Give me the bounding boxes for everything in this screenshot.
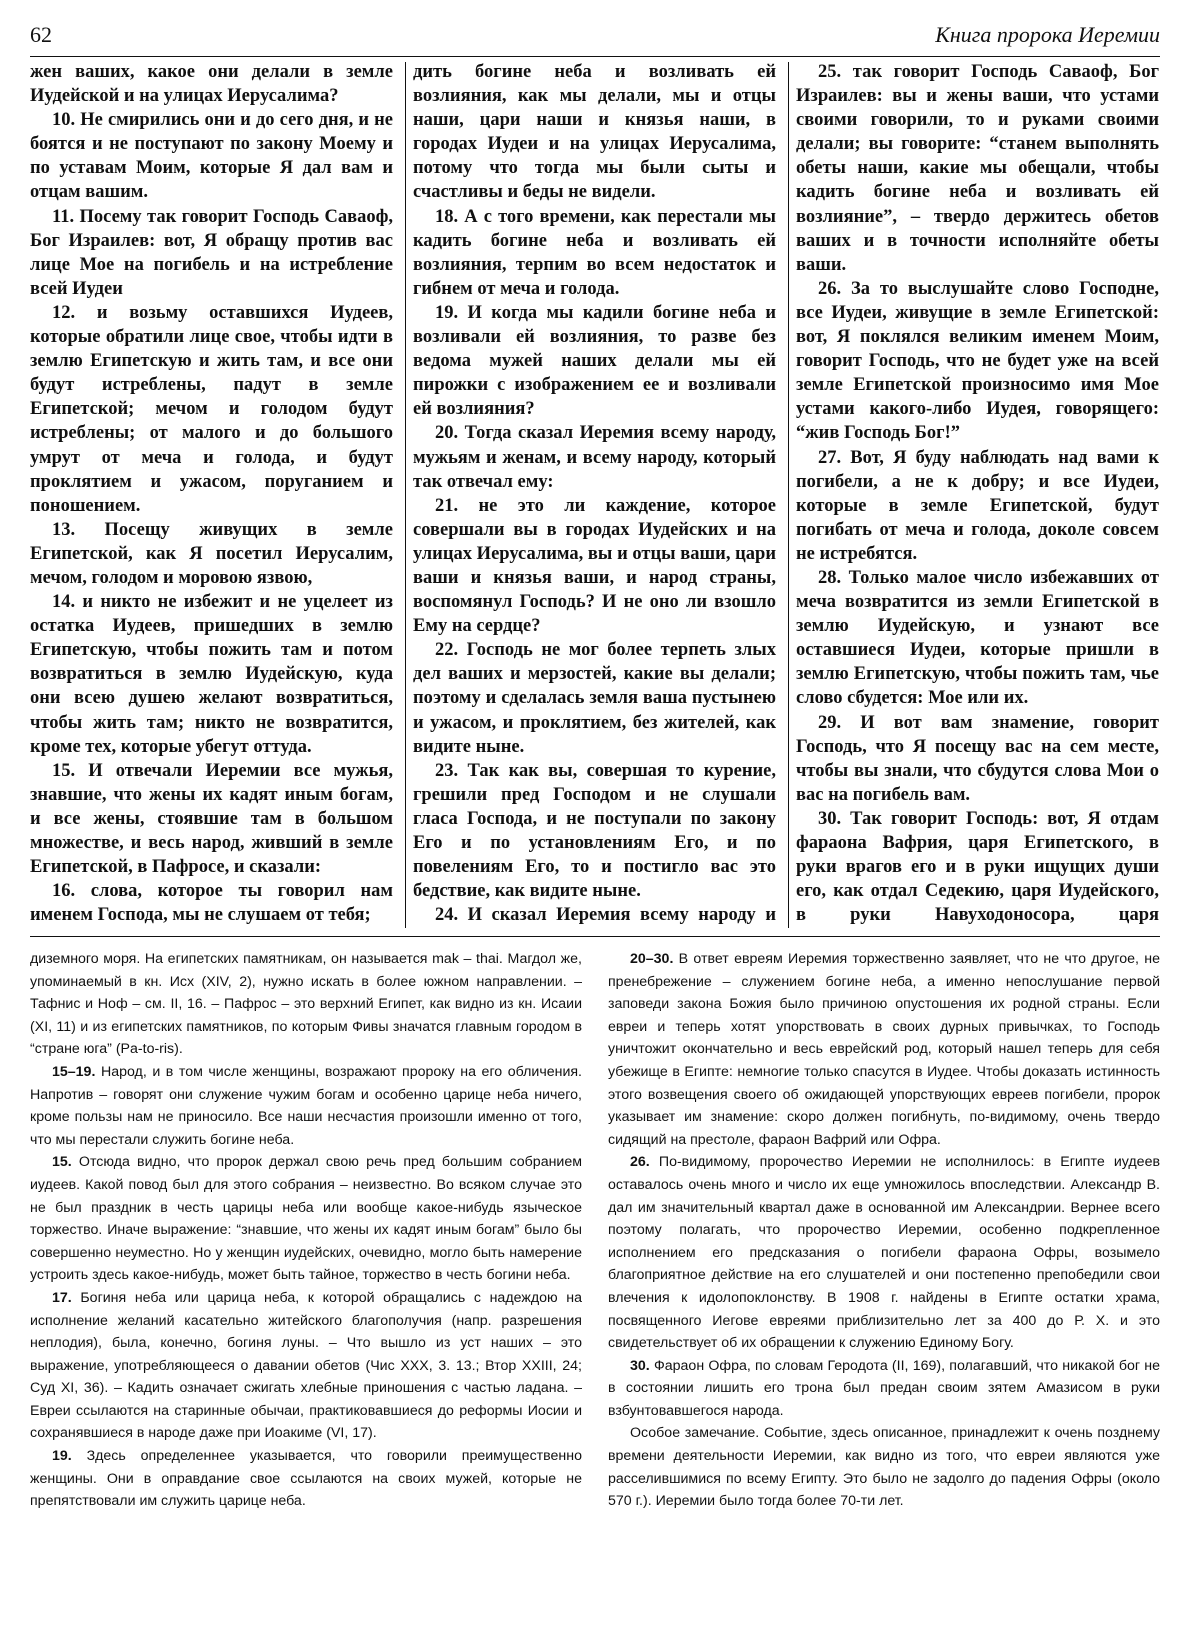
commentary-paragraph: диземного моря. На египетских памятникам, он называется mak – thai. Магдол же, упоминаемый в кн. Исх (XIV, 2), нужно искать в более южном направлении. – Тафнис и Ноф – см. II, 16. – Пафрос – это верхний Египет, как видно из кн. Исаии (XI, 11) и из египетских памятников, по которым Фивы значатся главным городом в “стране юга” (Pa-to-ris). [30, 951, 582, 1058]
commentary-column-left [30, 948, 582, 1618]
verse-paragraph: 30. Так говорит Господь: вот, Я отдам фараона Вафрия, царя Египетского, в руки врагов его и в руки ищущих души его, как отдал Седекию, царя Иудейского, в руки Навуходоносора, царя [796, 808, 1159, 926]
commentary-paragraph: 15–19. Народ, и в том числе женщины, возражают пророку на его обличения. Напротив – говорят они служение чужим богам и особенно царице неба ничего, кроме пользы нам не приносило. Все наши несчастия произошли именно от того, что мы перестали служить богине неба. [30, 1063, 582, 1148]
verse-reference: 17. [52, 1289, 72, 1306]
page-header [30, 22, 1160, 52]
commentary-paragraph: 17. Богиня неба или царица неба, к которой обращались с надеждою на исполнение желаний касательно житейского благополучия (напр. разрешения неплодия), была, конечно, богиня луны. – Что вышло из уст наших – это выражение, употребляющееся о давании обетов (Чис XXX, 3. 13.; Втор XXIII, 24; Суд XI, 36). – Кадить означает сжигать хлебные приношения с частью ладана. – Евреи ссылаются на старинные обычаи, практиковавшиеся до реформы Иосии и сохранявшиеся в народе даже при Иоакиме (VI, 17). [30, 1289, 582, 1442]
verse-paragraph: 23. Так как вы, совершая то курение, грешили пред Господом и не слушали гласа Господа, и не поступали по закону Его и по установлениям Его, и по повелениям Его, то и постигло вас это бедствие, как видите ныне. [413, 760, 776, 902]
verse-paragraph: 24. И сказал Иеремия всему народу и [435, 905, 776, 926]
text-column-1 [30, 60, 393, 930]
verse-paragraph: 11. Посему так говорит Господь Саваоф, Бог Израилев: вот, Я обращу против вас лице Мое на погибель и на истребление всей Иудеи [30, 206, 393, 299]
commentary-paragraph: 15. Отсюда видно, что пророк держал свою речь пред большим собранием иудеев. Какой повод был для этого собрания – неизвестно. Во всяком случае это не был праздник в честь царицы неба или вообще какое-нибудь языческое торжество. Иначе выражение: “знавшие, что жены их кадят иным богам” было бы совершенно неуместно. Но у женщин иудейских, очевидно, могло быть намерение устроить здесь какое-нибудь, может быть тайное, торжество в честь богини неба. [30, 1154, 582, 1284]
verse-paragraph: жен ваших, какое они делали в земле Иудейской и на улицах Иерусалима? [30, 62, 393, 107]
verse-paragraph: 20. Тогда сказал Иеремия всему народу, мужьям и женам, и всему народу, который так отвечал ему: [413, 423, 776, 492]
verse-paragraph: 13. Посещу живущих в земле Египетской, как Я посетил Иерусалим, мечом, голодом и моровою язвою, [30, 519, 393, 588]
text-column-2 [413, 60, 776, 930]
verse-paragraph: 22. Господь не мог более терпеть злых дел ваших и мерзостей, какие вы делали; поэтому и сделалась земля ваша пустынею и ужасом, и проклятием, без жителей, как видите ныне. [413, 640, 776, 757]
verse-paragraph: 18. А с того времени, как перестали мы кадить богине неба и возливать ей возлияния, терпим во всем недостаток и гибнем от меча и голода. [413, 206, 776, 299]
commentary-paragraph: 20–30. В ответ евреям Иеремия торжественно заявляет, что не что другое, не пренебрежение – служением богине неба, а именно непослушание первой заповеди закона Божия было причиною опустошения их родной страны. Если евреи и теперь хотят упорствовать в своих дурных привычках, то Господь уничтожит окончательно и весь еврейский род, который нашел теперь для себя убежище в Египте: немногие только спасутся в Иудее. Чтобы доказать истинность этого возвещения своего об ожидающей упорствующих евреев погибели, пророк указывает им знамение: скоро должен погибнуть, по-видимому, очень твердо сидящий на престоле, фараон Вафрий или Офра. [608, 951, 1160, 1148]
verse-paragraph: 15. И отвечали Иеремии все мужья, знавшие, что жены их кадят иным богам, и все жены, стоявшие там в большом множестве, и весь народ, живший в земле Египетской, в Пафросе, и сказали: [30, 760, 393, 878]
verse-paragraph [30, 927, 393, 930]
verse-reference: 30. [630, 1357, 650, 1374]
verse-paragraph: 19. И когда мы кадили богине неба и возливали ей возлияния, то разве без ведома мужей наших делали мы ей пирожки с изображением ее и возливали ей возлияния? [413, 302, 776, 420]
text-column-3 [796, 60, 1159, 930]
verse-paragraph: 29. И вот вам знамение, говорит Господь, что Я посещу вас на сем месте, чтобы вы знали, что сбудутся слова Мои о вас на погибель вам. [796, 712, 1159, 805]
header-rule [30, 56, 1160, 57]
verse-paragraph: 10. Не смирились они и до сего дня, и не боятся и не поступают по закону Моему и по уставам Моим, которые Я дал вам и отцам вашим. [30, 110, 393, 203]
commentary-paragraph: 19. Здесь определеннее указывается, что говорили преимущественно женщины. Они в оправдание свое ссылаются на своих мужей, которые не препятствовали им служить царице неба. [30, 1448, 582, 1510]
running-title: Книга пророка Иеремии [935, 22, 1160, 47]
verse-paragraph: 26. За то выслушайте слово Господне, все Иудеи, живущие в земле Египетской: вот, Я поклялся великим именем Моим, говорит Господь, что не будет уже на всей земле Египетской произносимо имя Мое устами какого-либо Иудея, говорящего: “жив Господь Бог!” [796, 278, 1159, 444]
verse-reference: 15. [52, 1154, 72, 1171]
main-text [30, 60, 1160, 930]
verse-paragraph: 14. и никто не избежит и не уцелеет из остатка Иудеев, пришедших в землю Египетскую, чтобы пожить там и потом возвратиться в землю Иудейскую, куда они всею душею желают возвратиться, чтобы жить там; никто не возвратится, кроме тех, которые убегут оттуда. [30, 592, 393, 757]
verse-paragraph: 28. Только малое число избежавших от меча возвратится из земли Египетской в землю Иудейскую, и узнают все оставшиеся Иудеи, которые пришли в землю Египетскую, чтобы пожить там, чье слово сбудется: Мое или их. [796, 567, 1159, 709]
verse-reference: 20–30. [630, 951, 674, 967]
verse-paragraph: 27. Вот, Я буду наблюдать над вами к погибели, а не к добру; и все Иудеи, которые в земле Египетской, будут погибать от меча и голода, доколе совсем не истребятся. [796, 447, 1159, 564]
column-divider [405, 62, 406, 928]
commentary-paragraph: Особое замечание. Событие, здесь описанное, принадлежит к очень позднему времени деятельности Иеремии, как видно из того, что евреи являются уже расселившимися по всему Египту. Это было не задолго до падения Офры (около 570 г.). Иеремии было тогда более 70-ти лет. [608, 1425, 1160, 1510]
verse-paragraph: 25. так говорит Господь Саваоф, Бог Израилев: вы и жены ваши, что устами своими говорили, то и руками своими делали; вы говорите: “станем выполнять обеты наши, какие мы обещали, чтобы кадить богине неба и возливать ей возлияние”, – твердо держитесь обетов ваших и в точности исполняйте обеты ваши. [796, 62, 1159, 275]
commentary-column-right [608, 948, 1160, 1618]
verse-paragraph: 21. не это ли каждение, которое совершали вы в городах Иудейских и на улицах Иерусалима, вы и отцы ваши, цари ваши и князья ваши, и народ страны, воспомянул Господь? И не оно ли взошло Ему на сердце? [413, 495, 776, 637]
verse-reference: 15–19. [52, 1063, 96, 1080]
column-divider [788, 62, 789, 928]
verse-reference: 19. [52, 1448, 72, 1465]
page-number: 62 [30, 22, 52, 47]
commentary [30, 948, 1160, 1618]
verse-paragraph: 12. и возьму оставшихся Иудеев, которые обратили лице свое, чтобы идти в землю Египетскую и жить там, и все они будут истреблены, падут в земле Египетской; мечом и голодом будут истреблены; от малого и до большого умрут от меча и голода, и будут проклятием и ужасом, поруганием и поношением. [30, 302, 393, 516]
verse-reference: 26. [630, 1154, 650, 1171]
verse-paragraph: 16. слова, которое ты говорил нам именем Господа, мы не слушаем от тебя; [30, 881, 393, 926]
commentary-paragraph: 30. Фараон Офра, по словам Геродота (II, 169), полагавший, что никакой бог не в состоянии лишить его трона был предан своим зятем Амазисом в руки взбунтовавшегося народа. [608, 1357, 1160, 1419]
notes-separator [30, 936, 1160, 937]
commentary-paragraph: 26. По-видимому, пророчество Иеремии не исполнилось: в Египте иудеев оставалось очень много и число их еще умножилось впоследствии. Александр В. дал им значительный квартал даже в основанной им Александрии. Вернее всего поэтому полагать, что пророчество Иеремии, особенно подкрепленное исполнением его предсказания о погибели фараона Офры, возымело благоприятное действие на его слушателей и они постепенно препобедили свои влечения к идолопоклонству. В 1908 г. найдены в Египте остатки храма, посвященного Иегове евреями приблизительно лет за 400 до Р. Х. и это свидетельствует об их обращении к служению Единому Богу. [608, 1154, 1160, 1352]
verse-paragraph: дить богине неба и возливать ей возлияния, как мы делали, мы и отцы наши, цари наши и князья наши, в городах Иудеи и на улицах Иерусалима, потому что тогда мы были сыты и счастливы и беды не видели. [413, 62, 776, 203]
